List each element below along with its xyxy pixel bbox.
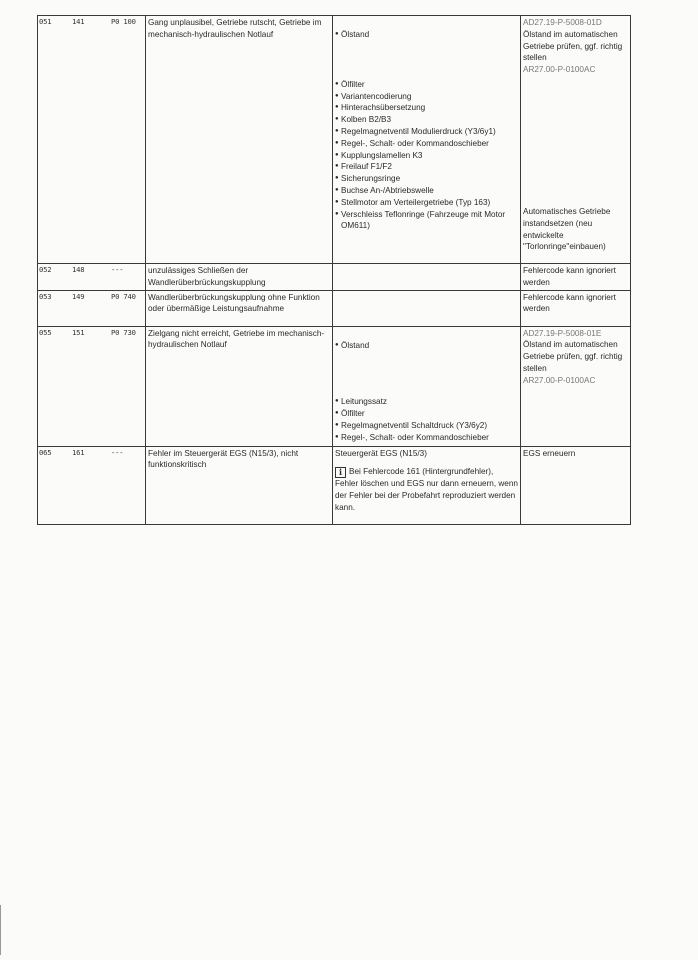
code-2: 161 — [72, 447, 85, 457]
description-text: Zielgang nicht erreicht, Getriebe im mechanisch-hydraulischen Notlauf — [148, 328, 325, 350]
remedy-text: EGS erneuern — [523, 448, 576, 458]
table-row — [38, 290, 631, 326]
remedy-text: Ölstand im automatischen Getriebe prüfen, ggf. richtig stellen — [523, 29, 623, 63]
remedy-reference: AD27.19-P-5008-01D — [523, 18, 602, 27]
list-item: ● Freilauf F1/F2 — [335, 161, 518, 173]
description-text: Wandlerüberbrückungskupplung ohne Funktion oder übermäßige Leistungsaufnahme — [148, 292, 320, 314]
description-cell — [146, 16, 333, 264]
remedy-text: Ölstand im automatischen Getriebe prüfen, ggf. richtig stellen — [523, 340, 623, 373]
list-item: ● Verschleiss Teflonringe (Fahrzeuge mit Motor OM611) — [335, 209, 518, 233]
code-cell — [38, 290, 146, 326]
list-item: ● Ölstand — [335, 340, 518, 352]
note-text: Bei Fehlercode 161 (Hintergrundfehler), Fehler löschen und EGS nur dann erneuern, wenn der Fehler bei der Probefahrt reproduziert werden kann. — [335, 467, 518, 512]
code-cell — [38, 326, 146, 446]
list-item: ● Buchse An-/Abtriebswelle — [335, 185, 518, 197]
code-1: 051 — [39, 17, 52, 26]
description-text: Gang unplausibel, Getriebe rutscht, Getriebe im mechanisch-hydraulischen Notlauf — [148, 18, 322, 39]
remedy-cell — [521, 446, 631, 524]
scan-edge-mark — [0, 905, 1, 955]
remedy-text: Fehlercode kann ignoriert werden — [523, 266, 616, 287]
list-item: ● Ölfilter — [335, 79, 518, 91]
list-item: ● Sicherungsringe — [335, 173, 518, 185]
description-text: unzulässiges Schließen der Wandlerüberbrückungskupplung — [148, 266, 266, 287]
cause-list-2 — [335, 79, 518, 232]
code-cell — [38, 264, 146, 291]
code-3: P0 740 — [111, 291, 136, 301]
code-1: 053 — [39, 291, 52, 301]
list-item: ● Kolben B2/B3 — [335, 114, 518, 126]
table-row — [38, 264, 631, 291]
code-3: --- — [111, 265, 124, 274]
cause-cell — [333, 16, 521, 264]
fault-code-table — [37, 15, 631, 525]
list-item: ● Regel-, Schalt- oder Kommandoschieber — [335, 432, 518, 444]
description-cell — [146, 446, 333, 524]
table-row — [38, 16, 631, 264]
list-item: ● Stellmotor am Verteilergetriebe (Typ 163) — [335, 197, 518, 209]
description-cell — [146, 264, 333, 291]
code-2: 148 — [72, 265, 85, 274]
cause-cell — [333, 446, 521, 524]
list-item: ● Variantencodierung — [335, 91, 518, 103]
info-icon: i — [335, 467, 346, 478]
remedy-text: Automatisches Getriebe instandsetzen (neu entwickelte "Torlonringe"einbauen) — [523, 206, 611, 252]
list-item: ● Leitungssatz — [335, 396, 518, 408]
code-3: --- — [111, 447, 124, 457]
cause-cell — [333, 326, 521, 446]
description-cell — [146, 290, 333, 326]
code-2: 149 — [72, 291, 85, 301]
list-item: ● Regelmagnetventil Modulierdruck (Y3/6y1) — [335, 126, 518, 138]
remedy-cell — [521, 16, 631, 264]
code-2: 151 — [72, 327, 85, 337]
list-item: ● Hinterachsübersetzung — [335, 102, 518, 114]
code-1: 055 — [39, 327, 52, 337]
remedy-reference: AR27.00-P-0100AC — [523, 375, 596, 385]
list-item: ● Kupplungslamellen K3 — [335, 150, 518, 162]
remedy-cell — [521, 326, 631, 446]
code-1: 052 — [39, 265, 52, 274]
cause-cell — [333, 290, 521, 326]
code-1: 065 — [39, 447, 52, 457]
cause-list-1 — [335, 340, 518, 352]
list-item: ● Regelmagnetventil Schaltdruck (Y3/6y2) — [335, 420, 518, 432]
remedy-reference: AR27.00-P-0100AC — [523, 65, 596, 75]
cause-cell — [333, 264, 521, 291]
cause-list-1 — [335, 29, 518, 41]
cause-list-2 — [335, 396, 518, 443]
description-cell — [146, 326, 333, 446]
code-cell — [38, 16, 146, 264]
table-row — [38, 446, 631, 524]
table-row — [38, 326, 631, 446]
code-2: 141 — [72, 17, 85, 26]
remedy-cell — [521, 264, 631, 291]
info-note — [335, 466, 518, 513]
description-text: Fehler im Steuergerät EGS (N15/3), nicht funktionskritisch — [148, 448, 299, 470]
code-cell — [38, 446, 146, 524]
remedy-text: Fehlercode kann ignoriert werden — [523, 292, 616, 314]
remedy-reference: AD27.19-P-5008-01E — [523, 328, 602, 338]
list-item: ● Ölfilter — [335, 408, 518, 420]
remedy-cell — [521, 290, 631, 326]
code-3: P0 100 — [111, 17, 136, 26]
list-item: ● Regel-, Schalt- oder Kommandoschieber — [335, 138, 518, 150]
cause-text: Steuergerät EGS (N15/3) — [335, 448, 427, 458]
code-3: P0 730 — [111, 327, 136, 337]
list-item: ● Ölstand — [335, 29, 518, 41]
